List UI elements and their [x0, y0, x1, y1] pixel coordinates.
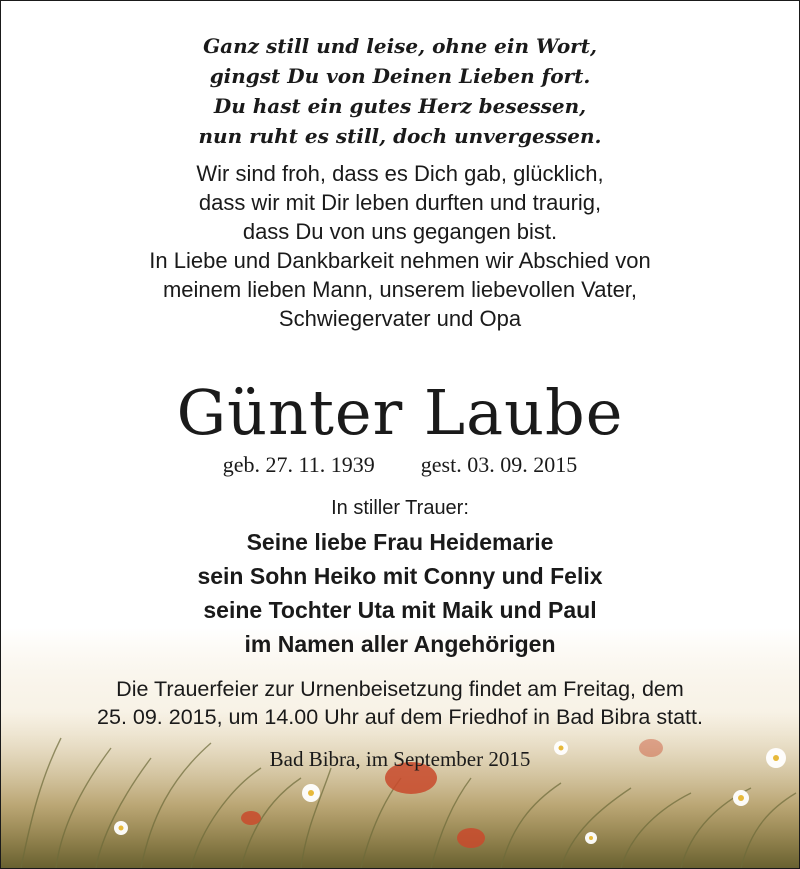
memorial-poem	[1, 1, 799, 151]
life-dates	[1, 451, 799, 479]
funeral-line: 25. 09. 2015, um 14.00 Uhr auf dem Friedhof in Bad Bibra statt.	[97, 705, 703, 729]
death-date: gest. 03. 09. 2015	[420, 452, 578, 477]
birth-date: geb. 27. 11. 1939	[222, 452, 375, 477]
poem-line: Ganz still und leise, ohne ein Wort,	[203, 34, 597, 58]
mourners-list	[1, 525, 799, 661]
farewell-text	[1, 159, 799, 333]
poem-line: nun ruht es still, doch unvergessen.	[198, 124, 602, 148]
mourner-line: seine Tochter Uta mit Maik und Paul	[203, 597, 597, 623]
poem-line: Du hast ein gutes Herz besessen,	[213, 94, 587, 118]
deceased-name: Günter Laube	[176, 376, 624, 449]
farewell-line: Wir sind froh, dass es Dich gab, glücklich,	[196, 161, 604, 186]
mourning-intro: In stiller Trauer:	[331, 497, 469, 519]
mourner-line: Seine liebe Frau Heidemarie	[246, 529, 554, 555]
funeral-details	[1, 675, 799, 731]
place-and-date: Bad Bibra, im September 2015	[269, 747, 531, 771]
funeral-line: Die Trauerfeier zur Urnenbeisetzung findet am Freitag, dem	[116, 677, 684, 701]
mourner-line: im Namen aller Angehörigen	[244, 631, 556, 657]
farewell-line: dass wir mit Dir leben durften und traurig,	[198, 190, 602, 215]
poem-line: gingst Du von Deinen Lieben fort.	[209, 64, 591, 88]
farewell-line: dass Du von uns gegangen bist.	[242, 219, 558, 244]
mourner-line: sein Sohn Heiko mit Conny und Felix	[197, 563, 603, 589]
farewell-line: In Liebe und Dankbarkeit nehmen wir Abschied von	[149, 248, 651, 273]
farewell-line: Schwiegervater und Opa	[278, 306, 522, 331]
farewell-line: meinem lieben Mann, unserem liebevollen Vater,	[162, 277, 638, 302]
